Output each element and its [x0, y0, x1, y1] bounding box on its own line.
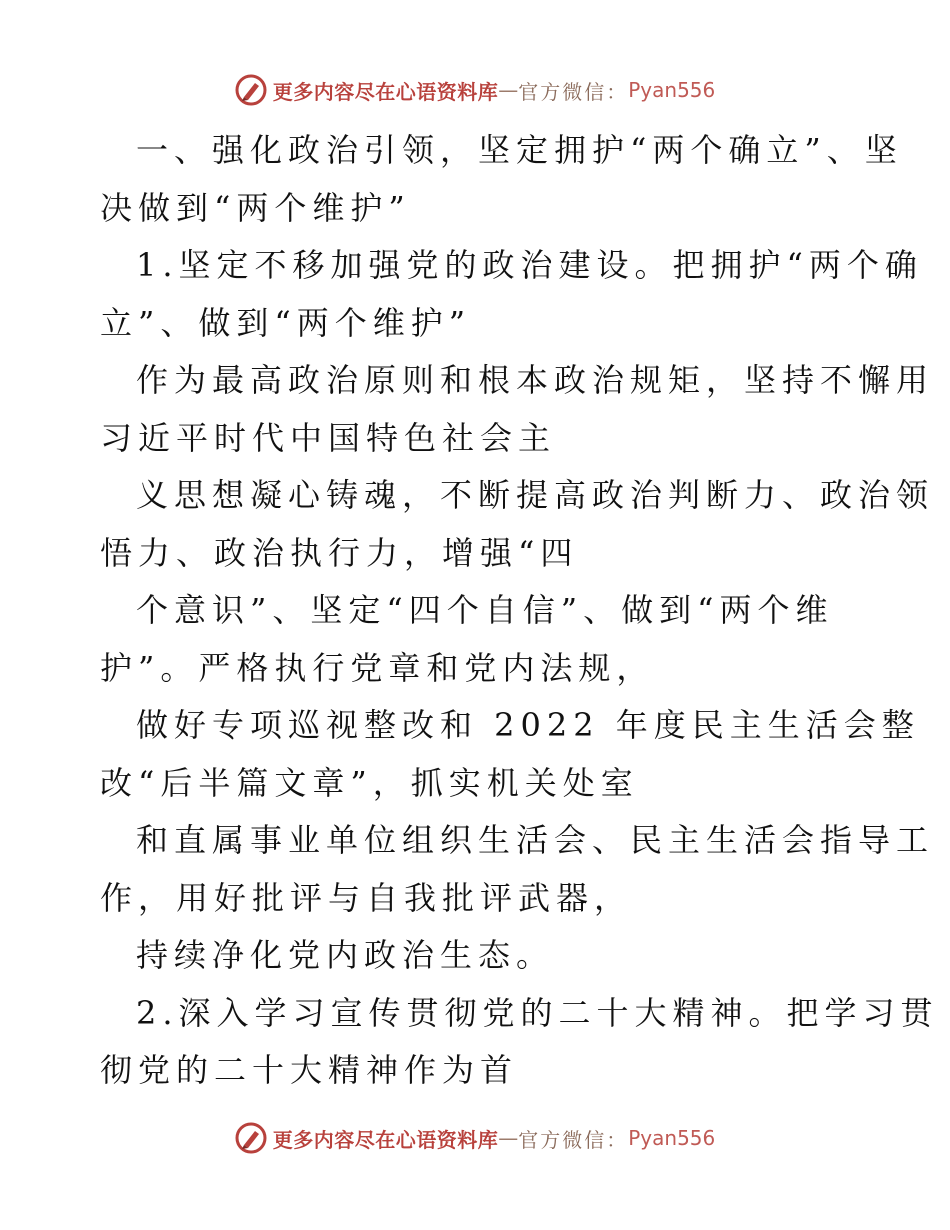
header-banner: [0, 70, 950, 110]
text-line: 持续净化党内政治生态。: [136, 936, 555, 974]
text-line: 和直属事业单位组织生活会、民主生活会指导工: [136, 821, 935, 859]
footer-banner: [0, 1118, 950, 1158]
text-line: 1.坚定不移加强党的政治建设。把拥护“两个确: [136, 246, 923, 284]
banner-official-label: 官方微信：: [518, 79, 629, 104]
text-line: 作，用好批评与自我批评武器，: [100, 878, 633, 917]
text-line: 改“后半篇文章”，抓实机关处室: [100, 763, 639, 802]
text-line: 立”、做到“两个维护”: [100, 303, 472, 342]
banner-brand: 更多内容尽在心语资料库: [272, 79, 499, 104]
pen-logo-icon: [235, 74, 267, 106]
banner-brand: 更多内容尽在心语资料库: [272, 1127, 499, 1152]
banner-wechat-id: Pyan556: [628, 78, 716, 102]
banner-wechat-id: Pyan556: [628, 1126, 716, 1150]
text-line: 一、强化政治引领，坚定拥护“两个确立”、坚: [136, 131, 903, 169]
text-line: 做好专项巡视整改和 2022 年度民主生活会整: [136, 706, 920, 744]
document-body: [100, 122, 939, 1100]
banner-official-label: 官方微信：: [518, 1127, 629, 1152]
text-line: 悟力、政治执行力，增强“四: [100, 533, 579, 572]
banner-separator: —: [498, 78, 519, 102]
text-line: 习近平时代中国特色社会主: [100, 418, 557, 457]
text-line: 义思想凝心铸魂，不断提高政治判断力、政治领: [136, 476, 935, 514]
pen-logo-icon: [235, 1122, 267, 1154]
banner-separator: —: [498, 1126, 519, 1150]
text-line: 作为最高政治原则和根本政治规矩，坚持不懈用: [136, 361, 935, 399]
text-line: 2.深入学习宣传贯彻党的二十大精神。把学习贯: [136, 993, 939, 1032]
text-line: 彻党的二十大精神作为首: [100, 1051, 519, 1089]
text-line: 个意识”、坚定“四个自信”、做到“两个维: [136, 591, 834, 629]
text-line: 决做到“两个维护”: [100, 188, 411, 227]
text-line: 护”。严格执行党章和党内法规，: [100, 648, 655, 687]
